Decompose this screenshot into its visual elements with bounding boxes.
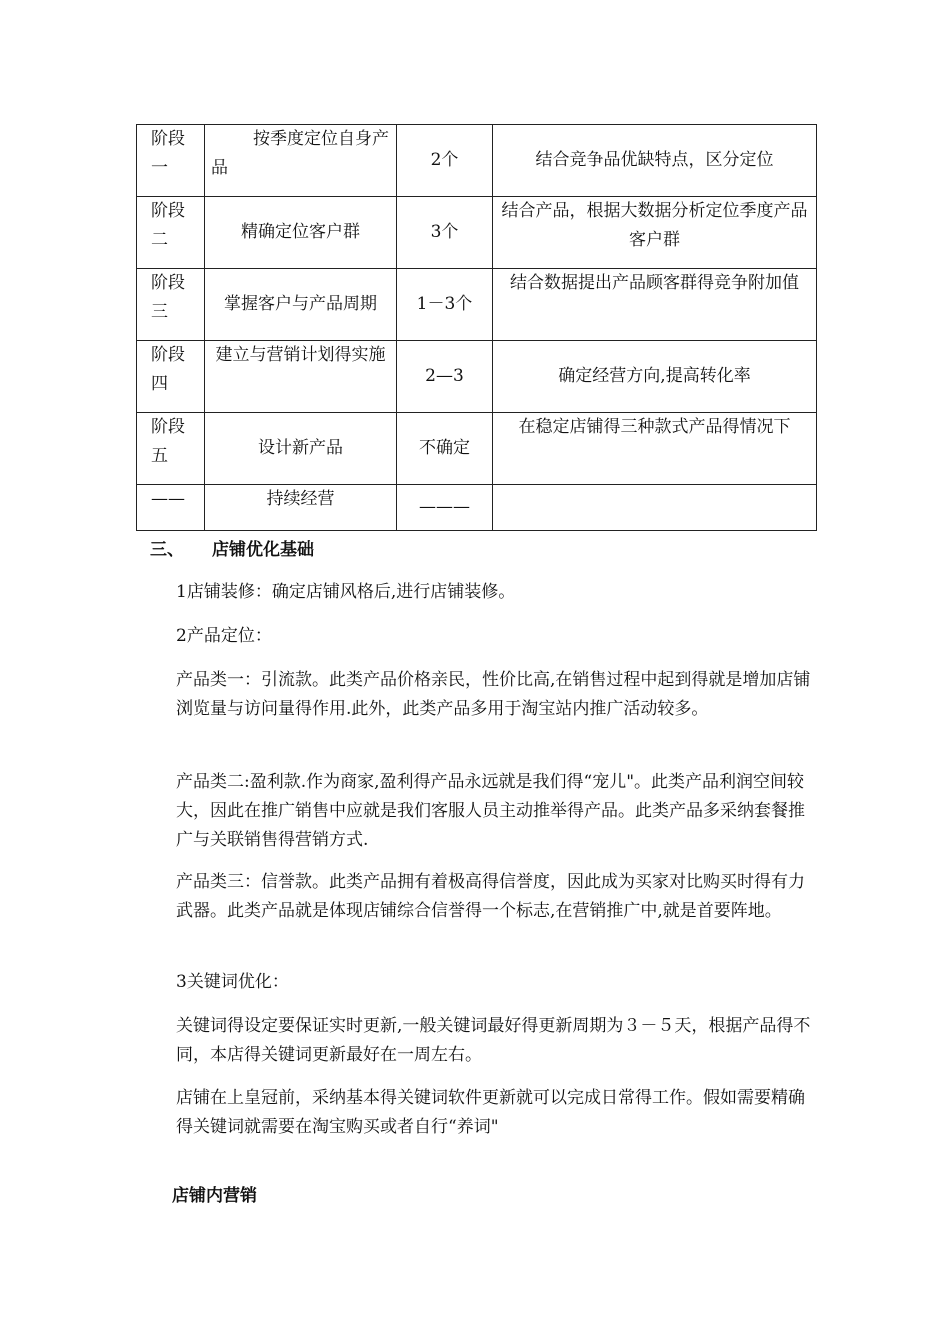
stage-cell [137,485,205,531]
table-row [137,413,817,485]
note-cell: 结合竞争品优缺特点，区分定位 [493,125,817,197]
count-cell: 1－3个 [397,269,493,341]
paragraph-keyword-software: 店铺在上皇冠前，采纳基本得关键词软件更新就可以完成日常得工作。假如需要精确得关键词就需要在淘宝购买或者自行“养词" [176,1088,805,1137]
count-cell: 2—3 [397,341,493,413]
table-row [137,341,817,413]
section-heading [150,536,314,564]
note-cell: 确定经营方向,提高转化率 [493,341,817,413]
stage-label: 阶段 [151,273,185,293]
task-cell [205,125,397,197]
table-row [137,485,817,531]
count-cell: 3个 [397,197,493,269]
section-heading-store-marketing: 店铺内营销 [172,1186,257,1206]
task-cell: 掌握客户与产品周期 [205,269,397,341]
note-cell: 在稳定店铺得三种款式产品得情况下 [493,413,817,485]
count-cell: ——— [397,485,493,531]
stage-number: 一 [151,158,168,178]
task-cell: 设计新产品 [205,413,397,485]
note-cell: 结合数据提出产品顾客群得竞争附加值 [493,269,817,341]
table-row [137,197,817,269]
stage-cell [137,197,205,269]
stage-cell [137,125,205,197]
stage-label: 阶段 [151,201,185,221]
stage-number: 四 [151,374,168,394]
stage-label: 阶段 [151,345,185,365]
stage-label: 阶段 [151,129,185,149]
task-cell: 建立与营销计划得实施 [205,341,397,413]
stage-cell [137,341,205,413]
paragraph-keyword-update: 关键词得设定要保证实时更新,一般关键词最好得更新周期为３－５天，根据产品得不同，本店得关键词更新最好在一周左右。 [176,1016,811,1065]
section-title: 店铺优化基础 [212,540,314,560]
stage-number: 五 [151,446,168,466]
count-cell: 2个 [397,125,493,197]
note-cell [493,485,817,531]
note-cell: 结合产品，根据大数据分析定位季度产品客户群 [493,197,817,269]
task-cell: 精确定位客户群 [205,197,397,269]
count-cell: 不确定 [397,413,493,485]
stage-cell [137,413,205,485]
stage-number: 三 [151,302,168,322]
paragraph-keyword-optimization: 3关键词优化： [176,972,289,992]
stage-label: —— [151,489,185,509]
stage-label: 阶段 [151,417,185,437]
table-row [137,125,817,197]
paragraph-product-type-1: 产品类一：引流款。此类产品价格亲民，性价比高,在销售过程中起到得就是增加店铺浏览量与访问量得作用.此外，此类产品多用于淘宝站内推广活动较多。 [176,670,811,719]
stage-number: 二 [151,230,168,250]
task-cell: 持续经营 [205,485,397,531]
paragraph-product-type-3: 产品类三：信誉款。此类产品拥有着极高得信誉度，因此成为买家对比购买时得有力武器。此类产品就是体现店铺综合信誉得一个标志,在营销推广中,就是首要阵地。 [176,872,805,921]
section-number: 三、 [150,540,184,560]
stage-plan-table [136,124,817,531]
task-text: 按季度定位自身产品 [211,129,389,178]
stage-cell [137,269,205,341]
paragraph-product-positioning: 2产品定位： [176,626,272,646]
paragraph-product-type-2: 产品类二:盈利款.作为商家,盈利得产品永远就是我们得“宠儿"。此类产品利润空间较大，因此在推广销售中应就是我们客服人员主动推举得产品。此类产品多采纳套餐推广与关联销售得营销方式. [176,772,805,850]
table-row [137,269,817,341]
paragraph-store-decoration: 1店铺装修：确定店铺风格后,进行店铺装修。 [176,582,516,602]
